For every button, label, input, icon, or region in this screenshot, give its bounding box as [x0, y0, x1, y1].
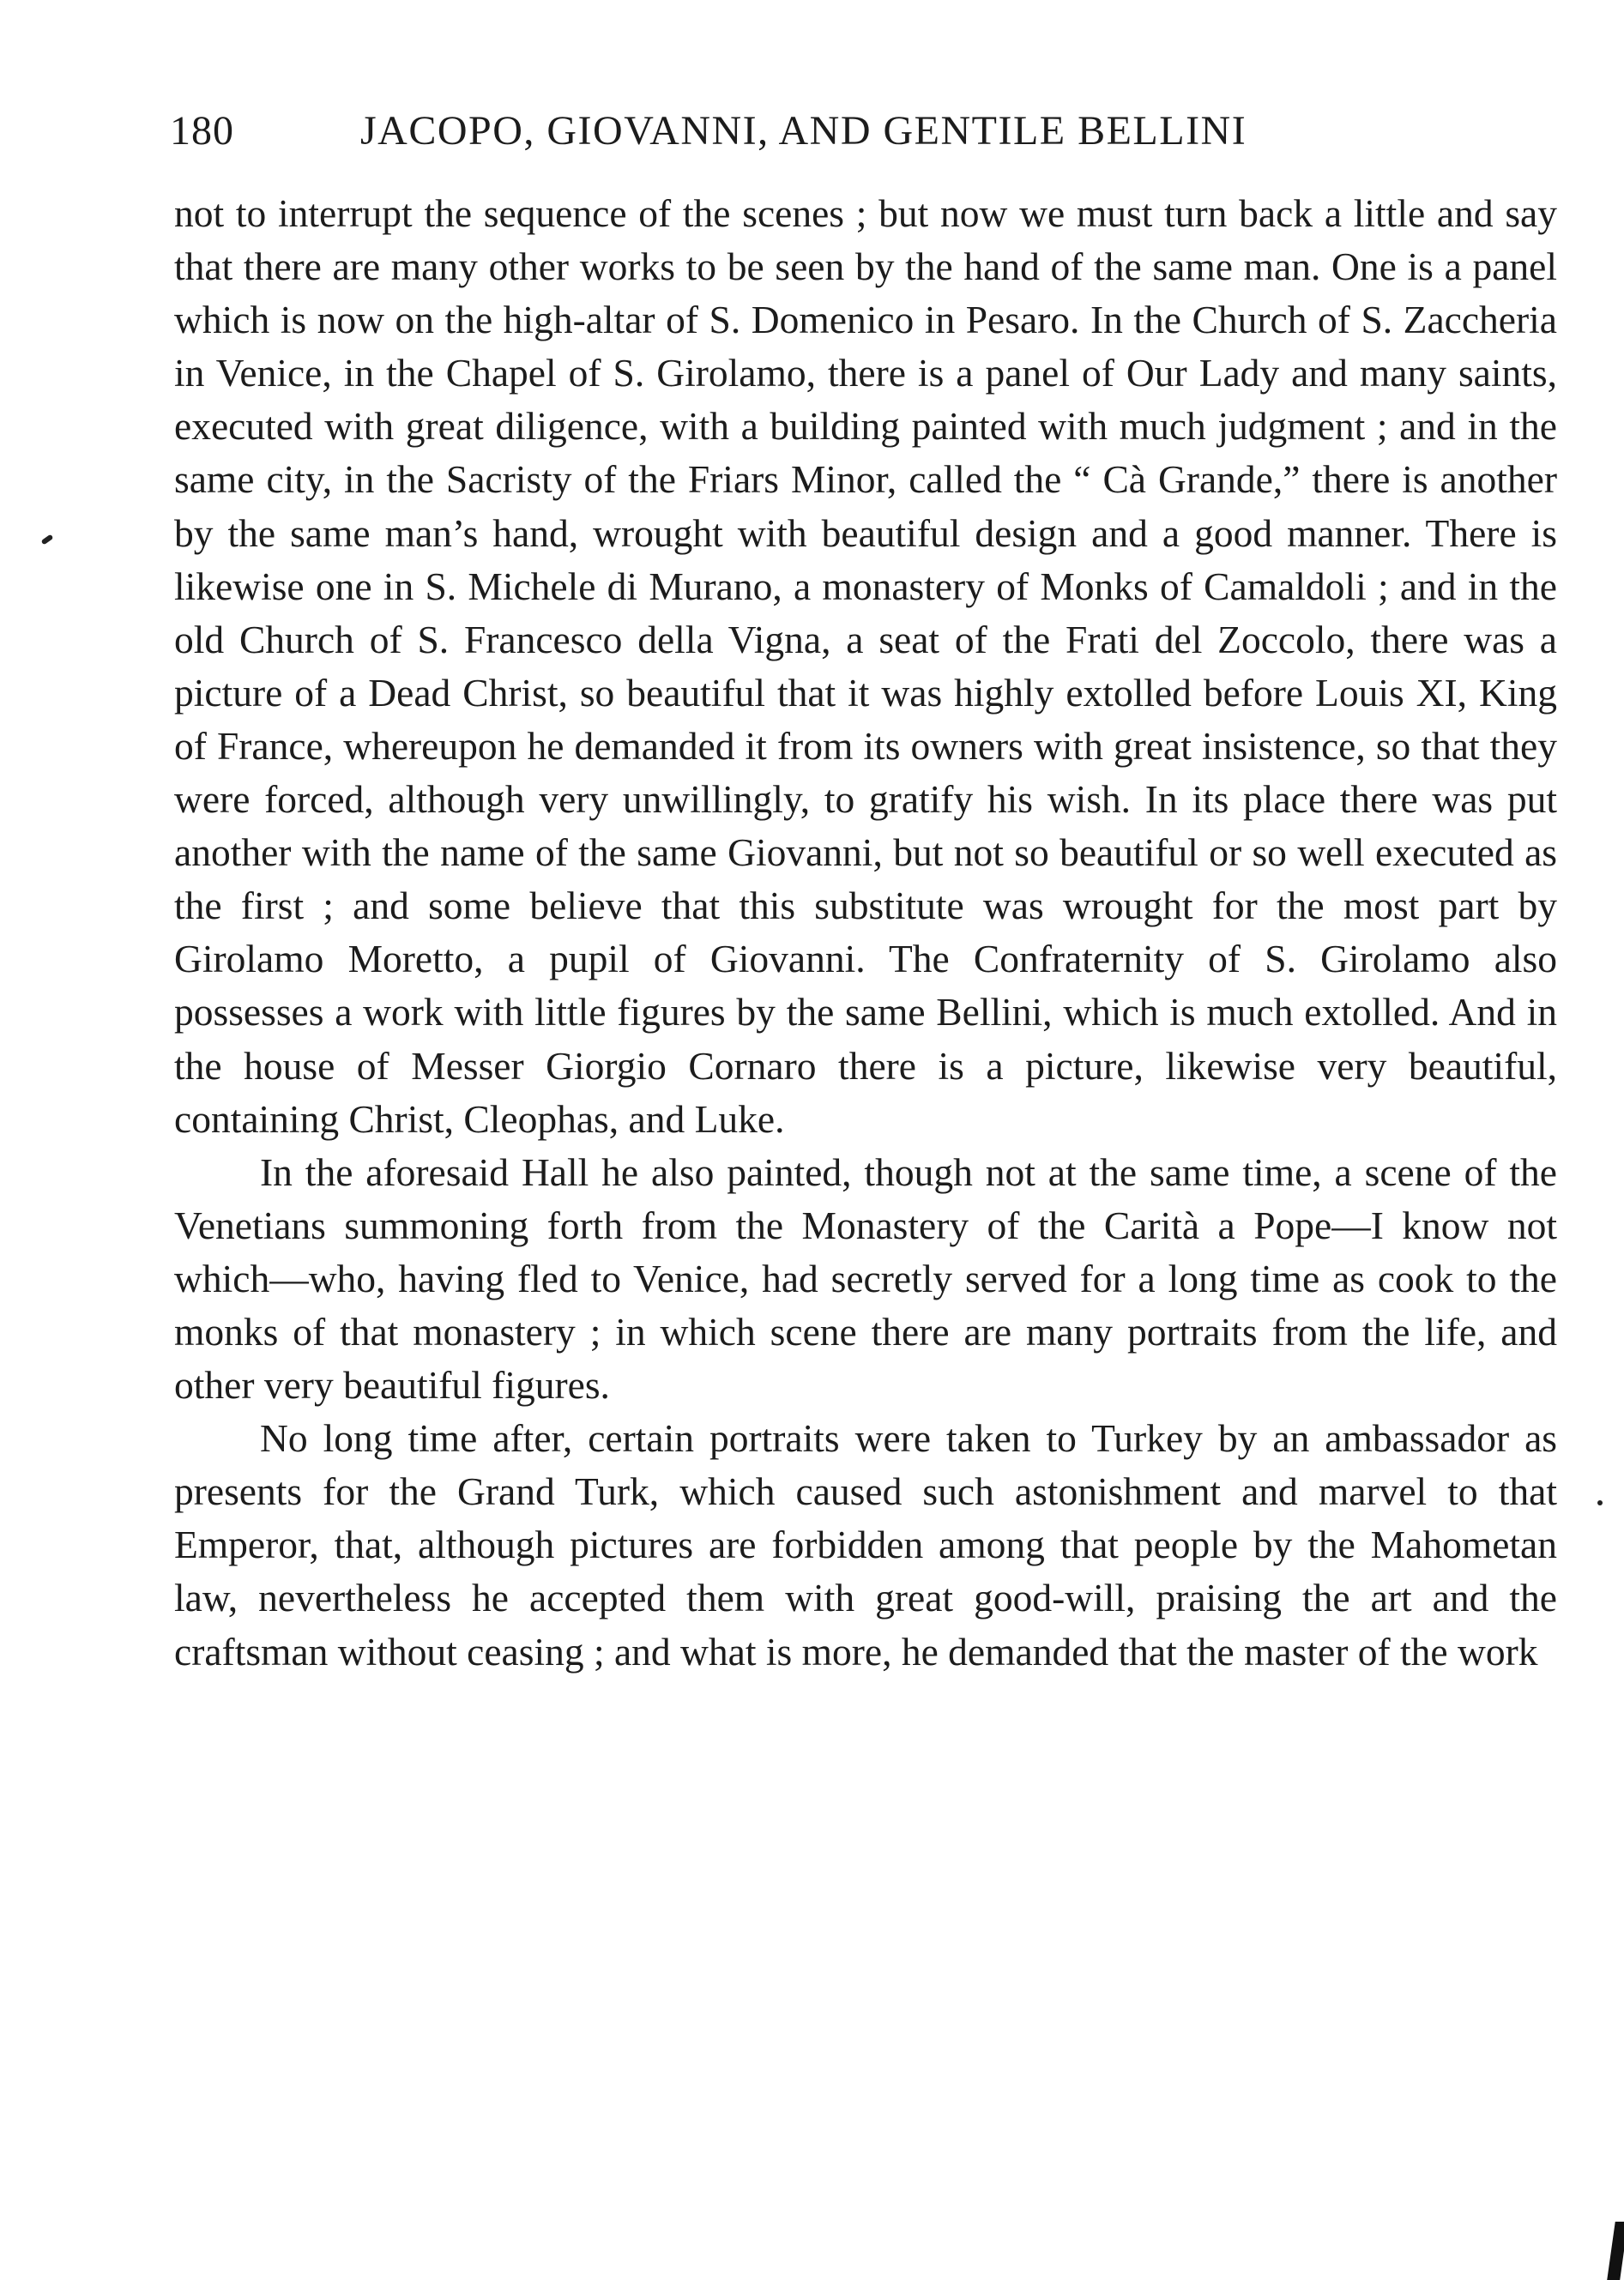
body-text [174, 187, 1557, 1679]
paragraph-2: In the aforesaid Hall he also painted, though not at the same time, a scene of the Venetians summoning forth from the Monastery of the Carità a Pope—I know not which—who, having fled to Venice, had secretly served for a long time as cook to the monks of that monastery ; in which scene there are many portraits from the life, and other very beautiful figures. [174, 1149, 1557, 1408]
paragraph-1: not to interrupt the sequence of the scenes ; but now we must turn back a little and say that there are many other works to be seen by the hand of the same man. One is a panel which is now on the high-altar of S. Domenico in Pesaro. In the Church of S. Zaccheria in Venice, in the Chapel of S. Girolamo, there is a panel of Our Lady and many saints, executed with great diligence, with a building painted with much judgment ; and in the same city, in the Sacristy of the Friars Minor, called the “ Cà Grande,” there is another by the same man’s hand, wrought with beautiful design and a good manner. There is likewise one in S. Michele di Murano, a monastery of Monks of Camaldoli ; and in the old Church of S. Francesco della Vigna, a seat of the Frati del Zoccolo, there was a picture of a Dead Christ, so beautiful that it was highly extolled before Louis XI, King of France, whereupon he demanded it from its owners with great insistence, so that they were forced, although very unwillingly, to gratify his wish. In its place there was put another with the name of the same Giovanni, but not so beautiful or so well executed as the first ; and some believe that this substitute was wrought for the most part by Girolamo Moretto, a pupil of Giovanni. The Confraternity of S. Girolamo also possesses a work with little figures by the same Bellini, which is much extolled. And in the house of Messer Giorgio Cornaro there is a picture, likewise very beautiful, containing Christ, Cleophas, and Luke. [174, 191, 1557, 1141]
paragraph-3: No long time after, certain portraits were taken to Turkey by an ambassador as presents for the Grand Turk, which caused such astonishment and marvel to that Emperor, that, although pictures are forbidden among that people by the Mahometan law, nevertheless he accepted them with great good-will, praising the art and the craftsman without ceasing ; and what is more, he demanded that the master of the work [174, 1416, 1557, 1674]
margin-ink-dot [1597, 1500, 1603, 1505]
running-head: JACOPO, GIOVANNI, AND GENTILE BELLINI [360, 108, 1247, 154]
page-number: 180 [170, 108, 234, 154]
corner-ink-mark [1607, 2222, 1624, 2280]
margin-ink-mark [41, 534, 54, 546]
page-header [170, 101, 1560, 161]
